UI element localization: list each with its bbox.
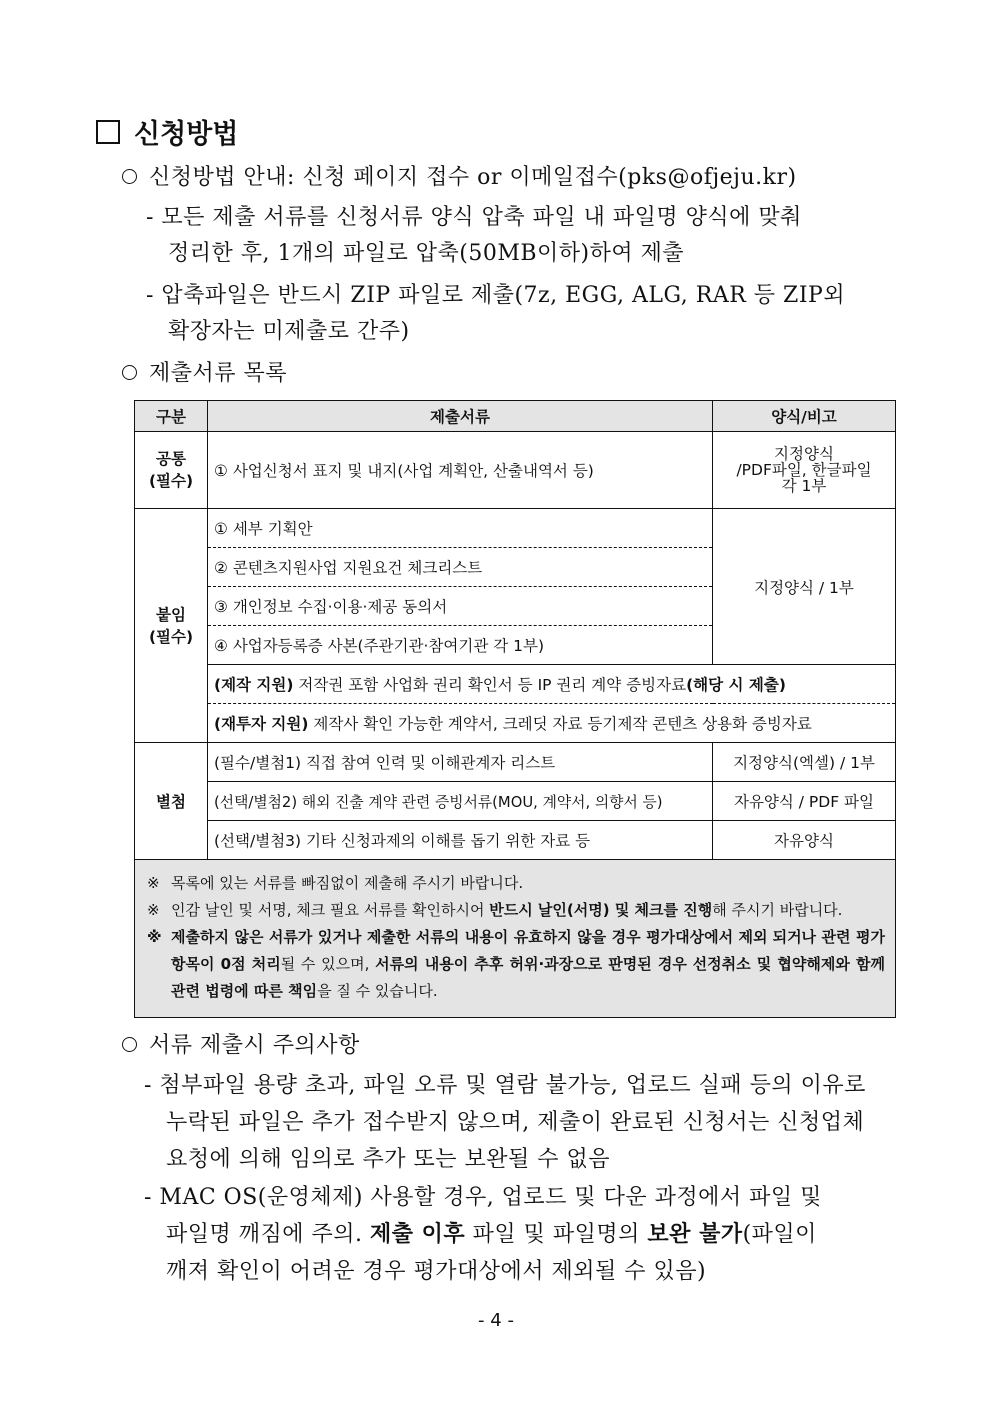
method-dash2-line1: - 압축파일은 반드시 ZIP 파일로 제출(7z, EGG, ALG, RAR 등 ZIP외 xyxy=(146,283,846,308)
attach-item-4: ④ 사업자등록증 사본(주관기관·참여기관 각 1부) xyxy=(208,626,713,665)
annex-item-2: (선택/별첨2) 해외 진출 계약 관련 증빙서류(MOU, 계약서, 의향서 등) xyxy=(208,782,713,821)
attach-item-1: ① 세부 기획안 xyxy=(208,509,713,548)
table-row xyxy=(135,743,896,782)
circle-bullet-icon xyxy=(122,169,137,184)
caution-dash1-line2: 누락된 파일은 추가 접수받지 않으며, 제출이 완료된 신청서는 신청업체 xyxy=(166,1110,865,1135)
table-row xyxy=(135,665,896,704)
attach-item-2: ② 콘텐츠지원사업 지원요건 체크리스트 xyxy=(208,548,713,587)
annex-item-1: (필수/별첨1) 직접 참여 인력 및 이해관계자 리스트 xyxy=(208,743,713,782)
annex-form-2: 자유양식 / PDF 파일 xyxy=(713,782,896,821)
common-item: ① 사업신청서 표지 및 내지(사업 계획안, 산출내역서 등) xyxy=(208,432,713,509)
method-dash2-line2: 확장자는 미제출로 간주) xyxy=(168,319,410,344)
section-title-text: 신청방법 xyxy=(134,119,239,150)
annex-form-1: 지정양식(엑셀) / 1부 xyxy=(713,743,896,782)
header-form: 양식/비고 xyxy=(713,401,896,432)
attach-production: (제작 지원) 저작권 포함 사업화 권리 확인서 등 IP 권리 계약 증빙자료(해당 시 제출) xyxy=(208,665,896,704)
method-dash1-line2: 정리한 후, 1개의 파일로 압축(50MB이하)하여 제출 xyxy=(168,241,685,266)
caution-dash2-line2: 파일명 깨짐에 주의. 제출 이후 파일 및 파일명의 보완 불가(파일이 xyxy=(166,1221,817,1247)
caution-dash2-line1: - MAC OS(운영체제) 사용할 경우, 업로드 및 다운 과정에서 파일 및 xyxy=(144,1185,822,1210)
note-1: ※ 목록에 있는 서류를 빠짐없이 제출해 주시기 바랍니다. xyxy=(147,874,524,892)
notes-cell xyxy=(135,860,896,1018)
attach-item-3: ③ 개인정보 수집·이용·제공 동의서 xyxy=(208,587,713,626)
note-3: ※ 제출하지 않은 서류가 있거나 제출한 서류의 내용이 유효하지 않을 경우 평가대상에서 제외 되거나 관련 평가항목이 0점 처리될 수 있으며, 서류의 내용이 추후 허위·과장으로 판명된 경우 선정취소 및 협약해제와 함께 관련 법령에 따른 책임을 질 수 있습니다. xyxy=(147,928,885,1000)
table-row xyxy=(135,821,896,860)
annex-item-3: (선택/별첨3) 기타 신청과제의 이해를 돕기 위한 자료 등 xyxy=(208,821,713,860)
table-row xyxy=(135,432,896,509)
header-category: 구분 xyxy=(135,401,208,432)
caution-bullet: 서류 제출시 주의사항 xyxy=(122,1028,360,1059)
caution-dash1-line3: 요청에 의해 임의로 추가 또는 보완될 수 없음 xyxy=(166,1147,610,1172)
method-dash1-line1: - 모든 제출 서류를 신청서류 양식 압축 파일 내 파일명 양식에 맞춰 xyxy=(146,205,802,230)
attach-reinvest: (재투자 지원) 제작사 확인 가능한 계약서, 크레딧 자료 등기제작 콘텐츠 상용화 증빙자료 xyxy=(208,704,896,743)
section-title xyxy=(96,112,238,151)
method-bullet: 신청방법 안내: 신청 페이지 접수 or 이메일접수(pks@ofjeju.kr) xyxy=(122,160,797,191)
table-row xyxy=(135,782,896,821)
attach-form: 지정양식 / 1부 xyxy=(713,509,896,665)
checkbox-square-icon xyxy=(96,120,120,144)
table-row xyxy=(135,509,896,548)
list-bullet: 제출서류 목록 xyxy=(122,356,287,387)
caution-dash1-line1: - 첨부파일 용량 초과, 파일 오류 및 열람 불가능, 업로드 실패 등의 이유로 xyxy=(144,1073,866,1098)
category-attach: 붙임 (필수) xyxy=(135,509,208,743)
page-number: - 4 - xyxy=(478,1310,514,1331)
category-annex: 별첨 xyxy=(135,743,208,860)
table-header-row xyxy=(135,401,896,432)
note-2: ※ 인감 날인 및 서명, 체크 필요 서류를 확인하시어 반드시 날인(서명) 및 체크를 진행해 주시기 바랍니다. xyxy=(147,901,843,919)
annex-form-3: 자유양식 xyxy=(713,821,896,860)
common-form: 지정양식 /PDF파일, 한글파일 각 1부 xyxy=(713,432,896,509)
header-documents: 제출서류 xyxy=(208,401,713,432)
caution-dash2-line3: 깨져 확인이 어려운 경우 평가대상에서 제외될 수 있음) xyxy=(166,1259,707,1284)
category-common: 공통 (필수) xyxy=(135,432,208,509)
notes-row xyxy=(135,860,896,1018)
circle-bullet-icon xyxy=(122,365,137,380)
circle-bullet-icon xyxy=(122,1037,137,1052)
documents-table xyxy=(134,400,896,1018)
table-row xyxy=(135,704,896,743)
